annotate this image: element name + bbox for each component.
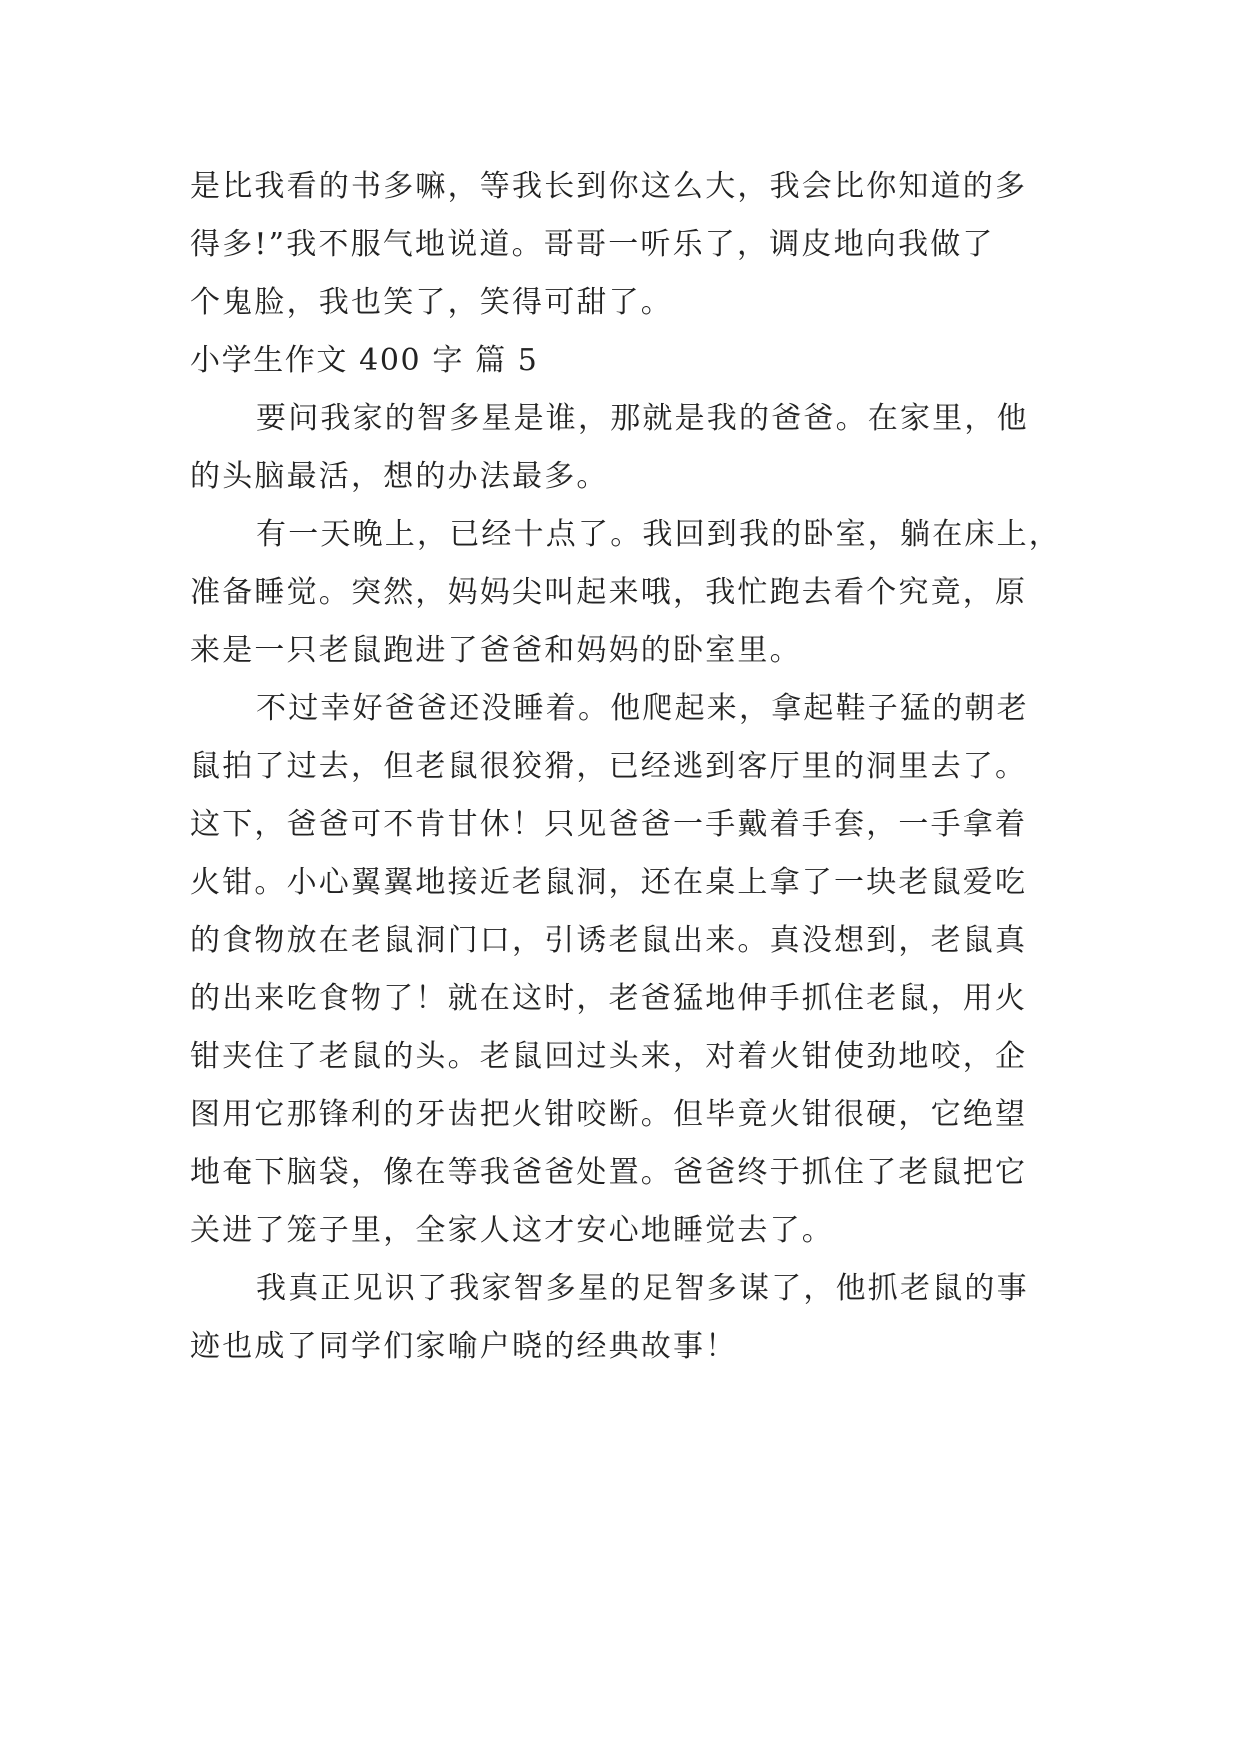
text-line: 得多!”我不服气地说道。哥哥一听乐了，调皮地向我做了	[190, 227, 995, 262]
text-line: 鼠拍了过去，但老鼠很狡猾，已经逃到客厅里的洞里去了。	[190, 749, 1028, 784]
text-line: 地奄下脑袋，像在等我爸爸处置。爸爸终于抓住了老鼠把它	[190, 1155, 1028, 1190]
text-line: 准备睡觉。突然，妈妈尖叫起来哦，我忙跑去看个究竟，原	[190, 575, 1028, 610]
paragraph-3	[190, 680, 1060, 1260]
text-line: 是比我看的书多嘛，等我长到你这么大，我会比你知道的多	[190, 169, 1028, 204]
section-heading: 小学生作文 400 字 篇 5	[190, 343, 539, 378]
text-line: 来是一只老鼠跑进了爸爸和妈妈的卧室里。	[190, 633, 802, 668]
text-line: 要问我家的智多星是谁，那就是我的爸爸。在家里，他	[256, 401, 1029, 436]
text-line: 迹也成了同学们家喻户晓的经典故事！	[190, 1329, 738, 1364]
text-line: 不过幸好爸爸还没睡着。他爬起来，拿起鞋子猛的朝老	[256, 691, 1029, 726]
text-line: 钳夹住了老鼠的头。老鼠回过头来，对着火钳使劲地咬，企	[190, 1039, 1028, 1074]
text-line: 的出来吃食物了！就在这时，老爸猛地伸手抓住老鼠，用火	[190, 981, 1028, 1016]
document-body	[190, 158, 1060, 1376]
text-line: 有一天晚上，已经十点了。我回到我的卧室，躺在床上，	[256, 517, 1061, 552]
paragraph-1	[190, 390, 1060, 506]
paragraph-4	[190, 1260, 1060, 1376]
text-line: 个鬼脸，我也笑了，笑得可甜了。	[190, 285, 673, 320]
text-line: 关进了笼子里，全家人这才安心地睡觉去了。	[190, 1213, 834, 1248]
paragraph-2	[190, 506, 1060, 680]
text-line: 的头脑最活，想的办法最多。	[190, 459, 609, 494]
text-line: 图用它那锋利的牙齿把火钳咬断。但毕竟火钳很硬，它绝望	[190, 1097, 1028, 1132]
text-line: 火钳。小心翼翼地接近老鼠洞，还在桌上拿了一块老鼠爱吃	[190, 865, 1028, 900]
carryover-paragraph	[190, 158, 1060, 332]
text-line: 我真正见识了我家智多星的足智多谋了，他抓老鼠的事	[256, 1271, 1029, 1306]
text-line: 这下，爸爸可不肯甘休！只见爸爸一手戴着手套，一手拿着	[190, 807, 1028, 842]
text-line: 的食物放在老鼠洞门口，引诱老鼠出来。真没想到，老鼠真	[190, 923, 1028, 958]
